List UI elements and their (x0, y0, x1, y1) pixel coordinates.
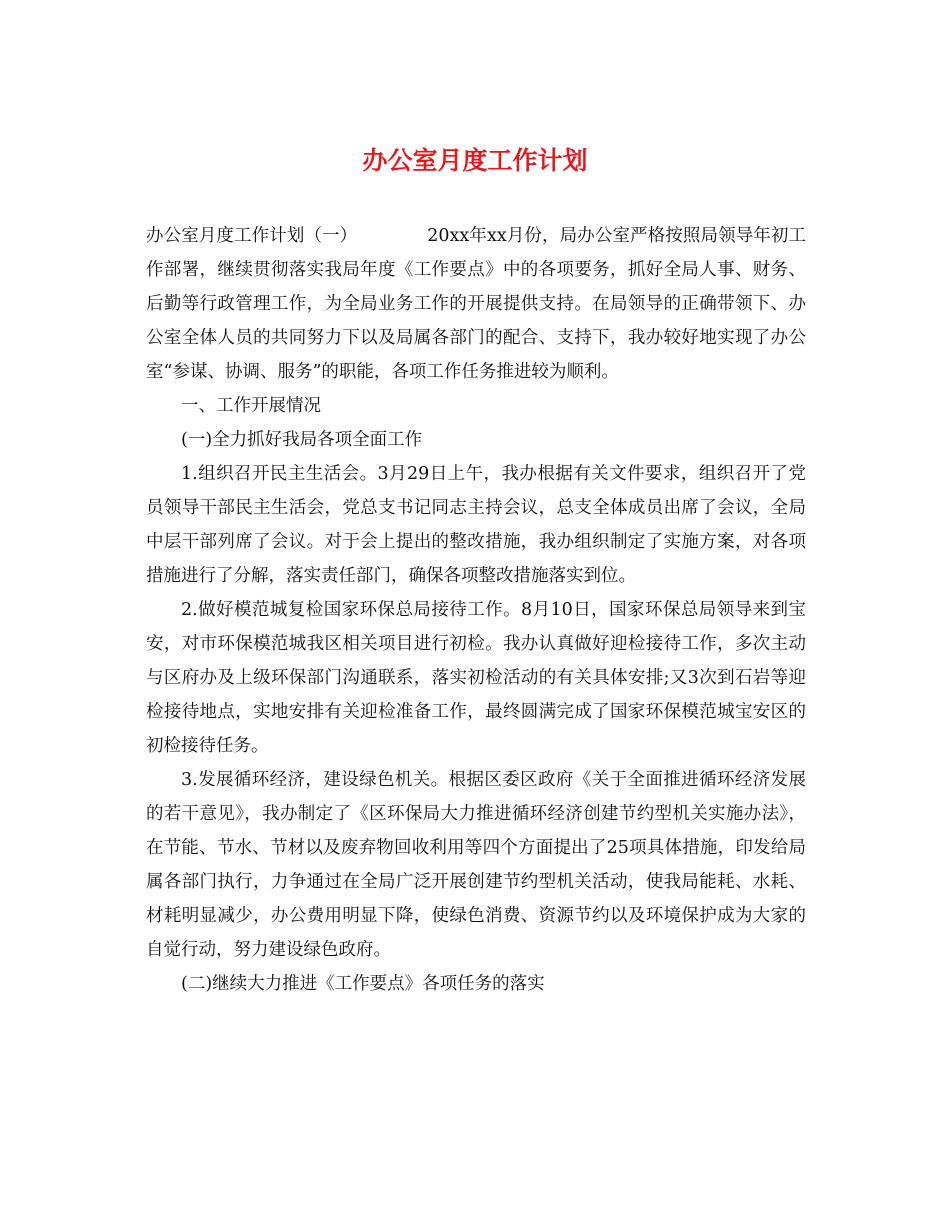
paragraph-item-1: 1.组织召开民主生活会。3月29日上午，我办根据有关文件要求，组织召开了党员领导干部民主生活会，党总支书记同志主持会议，总支全体成员出席了会议，全局中层干部列席了会议。对于会上提出的整改措施，我办组织制定了实施方案，对各项措施进行了分解，落实责任部门，确保各项整改措施落实到位。 (146, 464, 806, 586)
intro-paragraph (146, 219, 806, 389)
subsection-heading-2: (二)继续大力推进《工作要点》各项任务的落实 (181, 974, 545, 994)
intro-text: 20xx年xx月份，局办公室严格按照局领导年初工作部署，继续贯彻落实我局年度《工作要点》中的各项要务，抓好全局人事、财务、后勤等行政管理工作，为全局业务工作的开展提供支持。在局领导的正确带领下、办公室全体人员的共同努力下以及局属各部门的配合、支持下，我办较好地实现了办公室“参谋、协调、服务”的职能，各项工作任务推进较为顺利。 (146, 226, 807, 382)
subsection-heading-1: (一)全力抓好我局各项全面工作 (181, 430, 423, 450)
paragraph-item-3: 3.发展循环经济，建设绿色机关。根据区委区政府《关于全面推进循环经济发展的若干意见》，我办制定了《区环保局大力推进循环经济创建节约型机关实施办法》，在节能、节水、节材以及废弃物回收利用等四个方面提出了25项具体措施，印发给局属各部门执行，力争通过在全局广泛开展创建节约型机关活动，使我局能耗、水耗、材耗明显减少，办公费用明显下降，使绿色消费、资源节约以及环境保护成为大家的自觉行动，努力建设绿色政府。 (146, 770, 806, 960)
paragraph-item-2: 2.做好模范城复检国家环保总局接待工作。8月10日，国家环保总局领导来到宝安，对市环保模范城我区相关项目进行初检。我办认真做好迎检接待工作，多次主动与区府办及上级环保部门沟通联系，落实初检活动的有关具体安排;又3次到石岩等迎检接待地点，实地安排有关迎检准备工作，最终圆满完成了国家环保模范城宝安区的初检接待任务。 (146, 600, 806, 756)
section-heading-1: 一、工作开展情况 (181, 396, 321, 416)
document-body (146, 219, 806, 1001)
document-title: 办公室月度工作计划 (362, 146, 588, 175)
intro-lead: 办公室月度工作计划（一） (146, 226, 358, 246)
